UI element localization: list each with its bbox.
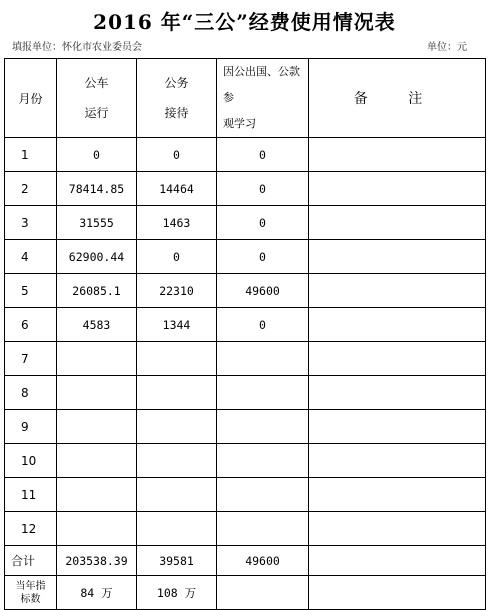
quota-label bbox=[5, 576, 57, 610]
cell-abroad: 49600 bbox=[217, 274, 309, 308]
cell-abroad bbox=[217, 478, 309, 512]
quota-abroad bbox=[217, 576, 309, 610]
cell-car bbox=[57, 444, 137, 478]
cell-car bbox=[57, 410, 137, 444]
cell-reception bbox=[137, 512, 217, 546]
table-row bbox=[5, 410, 486, 444]
cell-car bbox=[57, 376, 137, 410]
expense-table bbox=[4, 58, 486, 610]
table-row bbox=[5, 512, 486, 546]
cell-remark bbox=[309, 342, 486, 376]
header-month bbox=[5, 59, 57, 138]
currency-unit-label: 单位：元 bbox=[427, 42, 467, 53]
cell-month: 8 bbox=[5, 376, 57, 410]
header-car-line2: 运行 bbox=[84, 106, 109, 120]
header-abroad-line2: 观学习 bbox=[223, 117, 256, 130]
quota-reception: 108 万 bbox=[137, 576, 217, 610]
cell-remark bbox=[309, 308, 486, 342]
cell-abroad bbox=[217, 512, 309, 546]
cell-reception bbox=[137, 376, 217, 410]
cell-car: 26085.1 bbox=[57, 274, 137, 308]
cell-remark bbox=[309, 478, 486, 512]
cell-month: 3 bbox=[5, 206, 57, 240]
cell-abroad: 0 bbox=[217, 206, 309, 240]
table-row bbox=[5, 478, 486, 512]
cell-abroad bbox=[217, 376, 309, 410]
header-abroad-line1: 因公出国、公款参 bbox=[223, 65, 300, 104]
table-row bbox=[5, 308, 486, 342]
cell-remark bbox=[309, 444, 486, 478]
cell-reception bbox=[137, 410, 217, 444]
cell-abroad bbox=[217, 444, 309, 478]
quota-remark bbox=[309, 576, 486, 610]
cell-reception bbox=[137, 342, 217, 376]
table-row bbox=[5, 274, 486, 308]
cell-month: 1 bbox=[5, 138, 57, 172]
cell-reception: 22310 bbox=[137, 274, 217, 308]
total-reception: 39581 bbox=[137, 546, 217, 576]
cell-abroad: 0 bbox=[217, 308, 309, 342]
cell-remark bbox=[309, 512, 486, 546]
total-car: 203538.39 bbox=[57, 546, 137, 576]
cell-car: 31555 bbox=[57, 206, 137, 240]
table-row bbox=[5, 342, 486, 376]
cell-month: 12 bbox=[5, 512, 57, 546]
header-remark-label: 备 注 bbox=[353, 91, 441, 107]
cell-month: 10 bbox=[5, 444, 57, 478]
cell-abroad: 0 bbox=[217, 172, 309, 206]
cell-reception bbox=[137, 444, 217, 478]
table-row bbox=[5, 138, 486, 172]
cell-abroad bbox=[217, 410, 309, 444]
header-reception-line2: 接待 bbox=[164, 106, 189, 120]
table-row bbox=[5, 444, 486, 478]
cell-reception: 1463 bbox=[137, 206, 217, 240]
quota-label-line2: 标数 bbox=[20, 593, 41, 605]
header-reception bbox=[137, 59, 217, 138]
cell-abroad: 0 bbox=[217, 240, 309, 274]
table-row bbox=[5, 206, 486, 240]
total-remark bbox=[309, 546, 486, 576]
cell-car: 4583 bbox=[57, 308, 137, 342]
header-row bbox=[5, 59, 486, 138]
total-label: 合计 bbox=[5, 546, 57, 576]
cell-month: 4 bbox=[5, 240, 57, 274]
cell-reception: 14464 bbox=[137, 172, 217, 206]
header-month-label: 月份 bbox=[18, 91, 43, 106]
table-row bbox=[5, 172, 486, 206]
header-remark bbox=[309, 59, 486, 138]
cell-reception bbox=[137, 478, 217, 512]
cell-remark bbox=[309, 410, 486, 444]
cell-remark bbox=[309, 138, 486, 172]
cell-remark bbox=[309, 172, 486, 206]
quota-car: 84 万 bbox=[57, 576, 137, 610]
quota-label-line1: 当年指 bbox=[15, 580, 46, 592]
total-abroad: 49600 bbox=[217, 546, 309, 576]
cell-car: 78414.85 bbox=[57, 172, 137, 206]
cell-car bbox=[57, 512, 137, 546]
cell-car bbox=[57, 342, 137, 376]
table-row bbox=[5, 240, 486, 274]
cell-reception: 0 bbox=[137, 240, 217, 274]
filler-unit-label: 填报单位：怀化市农业委员会 bbox=[12, 42, 142, 53]
cell-remark bbox=[309, 240, 486, 274]
cell-month: 11 bbox=[5, 478, 57, 512]
cell-month: 6 bbox=[5, 308, 57, 342]
cell-abroad bbox=[217, 342, 309, 376]
cell-month: 7 bbox=[5, 342, 57, 376]
header-abroad bbox=[217, 59, 309, 138]
table-row bbox=[5, 376, 486, 410]
page-title: 2016 年“三公”经费使用情况表 bbox=[93, 10, 396, 34]
cell-remark bbox=[309, 376, 486, 410]
cell-reception: 0 bbox=[137, 138, 217, 172]
cell-remark bbox=[309, 274, 486, 308]
header-reception-line1: 公务 bbox=[164, 76, 189, 90]
cell-car: 0 bbox=[57, 138, 137, 172]
total-row bbox=[5, 546, 486, 576]
cell-month: 2 bbox=[5, 172, 57, 206]
cell-car bbox=[57, 478, 137, 512]
cell-month: 5 bbox=[5, 274, 57, 308]
header-car bbox=[57, 59, 137, 138]
cell-month: 9 bbox=[5, 410, 57, 444]
cell-reception: 1344 bbox=[137, 308, 217, 342]
cell-abroad: 0 bbox=[217, 138, 309, 172]
header-car-line1: 公车 bbox=[84, 76, 109, 90]
quota-row bbox=[5, 576, 486, 610]
cell-car: 62900.44 bbox=[57, 240, 137, 274]
cell-remark bbox=[309, 206, 486, 240]
